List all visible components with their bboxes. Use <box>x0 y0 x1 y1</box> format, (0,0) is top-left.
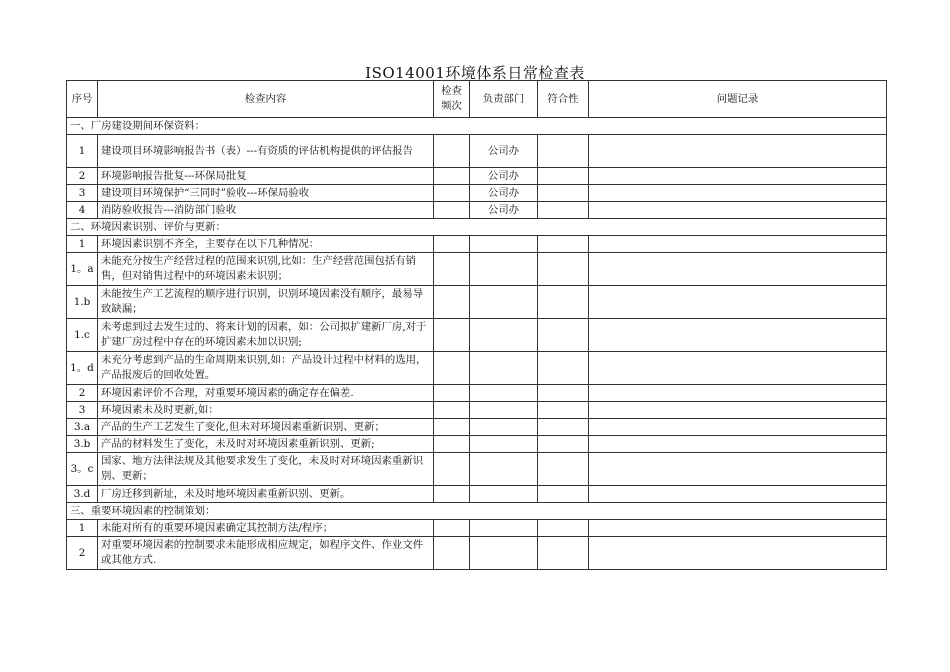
section-heading: 二、环境因素识别、评价与更新： <box>67 219 887 236</box>
responsible-dept <box>470 537 538 570</box>
table-row <box>67 486 887 503</box>
section-row <box>67 503 887 520</box>
responsible-dept: 公司办 <box>470 135 538 168</box>
responsible-dept <box>470 453 538 486</box>
section-row <box>67 118 887 135</box>
check-frequency-cell <box>434 352 470 385</box>
issue-record-cell <box>589 185 887 202</box>
check-frequency-cell <box>434 168 470 185</box>
responsible-dept <box>470 385 538 402</box>
check-frequency-cell <box>434 385 470 402</box>
table-row <box>67 236 887 253</box>
conformity-cell <box>538 319 589 352</box>
issue-record-cell <box>589 436 887 453</box>
header-conform: 符合性 <box>538 81 589 118</box>
table-row <box>67 202 887 219</box>
issue-record-cell <box>589 236 887 253</box>
issue-record-cell <box>589 453 887 486</box>
row-number: 1 <box>67 520 98 537</box>
check-frequency-cell <box>434 486 470 503</box>
row-number: 4 <box>67 202 98 219</box>
section-heading: 一、厂房建设期间环保资料： <box>67 118 887 135</box>
check-frequency-cell <box>434 253 470 286</box>
table-row <box>67 436 887 453</box>
header-num: 序号 <box>67 81 98 118</box>
conformity-cell <box>538 419 589 436</box>
check-frequency-cell <box>434 436 470 453</box>
check-frequency-cell <box>434 135 470 168</box>
table-row <box>67 135 887 168</box>
check-content: 环境因素识别不齐全，主要存在以下几种情况： <box>98 236 434 253</box>
check-frequency-cell <box>434 236 470 253</box>
conformity-cell <box>538 168 589 185</box>
row-number: 1。d <box>67 352 98 385</box>
responsible-dept <box>470 319 538 352</box>
responsible-dept <box>470 436 538 453</box>
table-row <box>67 453 887 486</box>
table-row <box>67 402 887 419</box>
responsible-dept <box>470 236 538 253</box>
conformity-cell <box>538 486 589 503</box>
conformity-cell <box>538 352 589 385</box>
row-number: 2 <box>67 537 98 570</box>
conformity-cell <box>538 520 589 537</box>
responsible-dept: 公司办 <box>470 202 538 219</box>
responsible-dept: 公司办 <box>470 168 538 185</box>
check-content: 产品的材料发生了变化，未及时对环境因素重新识别、更新; <box>98 436 434 453</box>
check-content: 消防验收报告---消防部门验收 <box>98 202 434 219</box>
row-number: 1 <box>67 135 98 168</box>
conformity-cell <box>538 253 589 286</box>
check-content: 未能对所有的重要环境因素确定其控制方法/程序； <box>98 520 434 537</box>
check-content: 产品的生产工艺发生了变化,但未对环境因素重新识别、更新； <box>98 419 434 436</box>
table-row <box>67 168 887 185</box>
responsible-dept <box>470 419 538 436</box>
issue-record-cell <box>589 520 887 537</box>
document-title: ISO14001环境体系日常检查表 <box>365 64 585 82</box>
check-content: 厂房迁移到新址，未及时地环境因素重新识别、更新。 <box>98 486 434 503</box>
conformity-cell <box>538 202 589 219</box>
issue-record-cell <box>589 202 887 219</box>
check-content: 未充分考虑到产品的生命周期来识别,如：产品设计过程中材料的选用，产品报废后的回收处置。 <box>98 352 434 385</box>
issue-record-cell <box>589 135 887 168</box>
table-row <box>67 253 887 286</box>
issue-record-cell <box>589 537 887 570</box>
row-number: 3.a <box>67 419 98 436</box>
table-row <box>67 319 887 352</box>
row-number: 3 <box>67 402 98 419</box>
responsible-dept: 公司办 <box>470 185 538 202</box>
check-content: 未能按生产工艺流程的顺序进行识别，识别环境因素没有顺序，最易导致缺漏； <box>98 286 434 319</box>
header-dept: 负责部门 <box>470 81 538 118</box>
responsible-dept <box>470 402 538 419</box>
responsible-dept <box>470 352 538 385</box>
table-row <box>67 537 887 570</box>
header-content: 检查内容 <box>98 81 434 118</box>
header-freq: 检查频次 <box>434 81 470 118</box>
row-number: 1.c <box>67 319 98 352</box>
conformity-cell <box>538 402 589 419</box>
conformity-cell <box>538 135 589 168</box>
conformity-cell <box>538 236 589 253</box>
responsible-dept <box>470 286 538 319</box>
responsible-dept <box>470 253 538 286</box>
row-number: 3.d <box>67 486 98 503</box>
issue-record-cell <box>589 419 887 436</box>
row-number: 1.b <box>67 286 98 319</box>
responsible-dept <box>470 520 538 537</box>
header-row <box>67 81 887 118</box>
header-record: 问题记录 <box>589 81 887 118</box>
row-number: 2 <box>67 168 98 185</box>
check-frequency-cell <box>434 402 470 419</box>
check-content: 建设项目环境影响报告书（表）---有资质的评估机构提供的评估报告 <box>98 135 434 168</box>
check-frequency-cell <box>434 185 470 202</box>
conformity-cell <box>538 185 589 202</box>
issue-record-cell <box>589 402 887 419</box>
check-content: 建设项目环境保护“三同时”验收---环保局验收 <box>98 185 434 202</box>
row-number: 1 <box>67 236 98 253</box>
check-frequency-cell <box>434 419 470 436</box>
conformity-cell <box>538 385 589 402</box>
conformity-cell <box>538 286 589 319</box>
table-row <box>67 520 887 537</box>
row-number: 1。a <box>67 253 98 286</box>
check-content: 未能充分按生产经营过程的范围来识别,比如：生产经营范围包括有销售，但对销售过程中的环境因素未识别； <box>98 253 434 286</box>
issue-record-cell <box>589 352 887 385</box>
issue-record-cell <box>589 168 887 185</box>
issue-record-cell <box>589 385 887 402</box>
conformity-cell <box>538 436 589 453</box>
issue-record-cell <box>589 486 887 503</box>
check-frequency-cell <box>434 286 470 319</box>
check-content: 国家、地方法律法规及其他要求发生了变化，未及时对环境因素重新识别、更新； <box>98 453 434 486</box>
check-frequency-cell <box>434 537 470 570</box>
check-frequency-cell <box>434 202 470 219</box>
conformity-cell <box>538 537 589 570</box>
table-body <box>67 118 887 570</box>
check-content: 环境因素评价不合理，对重要环境因素的确定存在偏差. <box>98 385 434 402</box>
table-row <box>67 419 887 436</box>
table-row <box>67 185 887 202</box>
table-row <box>67 385 887 402</box>
issue-record-cell <box>589 286 887 319</box>
section-row <box>67 219 887 236</box>
check-content: 环境影响报告批复---环保局批复 <box>98 168 434 185</box>
check-content: 未考虑到过去发生过的、将来计划的因素，如：公司拟扩建新厂房,对于扩建厂房过程中存在的环境因素未加以识别; <box>98 319 434 352</box>
issue-record-cell <box>589 319 887 352</box>
table-row <box>67 352 887 385</box>
check-frequency-cell <box>434 319 470 352</box>
check-frequency-cell <box>434 453 470 486</box>
section-heading: 三、重要环境因素的控制策划： <box>67 503 887 520</box>
responsible-dept <box>470 486 538 503</box>
table-row <box>67 286 887 319</box>
check-frequency-cell <box>434 520 470 537</box>
row-number: 3 <box>67 185 98 202</box>
check-content: 对重要环境因素的控制要求未能形成相应规定，如程序文件、作业文件或其他方式. <box>98 537 434 570</box>
inspection-table <box>66 80 887 570</box>
issue-record-cell <box>589 253 887 286</box>
check-content: 环境因素未及时更新,如： <box>98 402 434 419</box>
row-number: 3.b <box>67 436 98 453</box>
conformity-cell <box>538 453 589 486</box>
row-number: 2 <box>67 385 98 402</box>
row-number: 3。c <box>67 453 98 486</box>
